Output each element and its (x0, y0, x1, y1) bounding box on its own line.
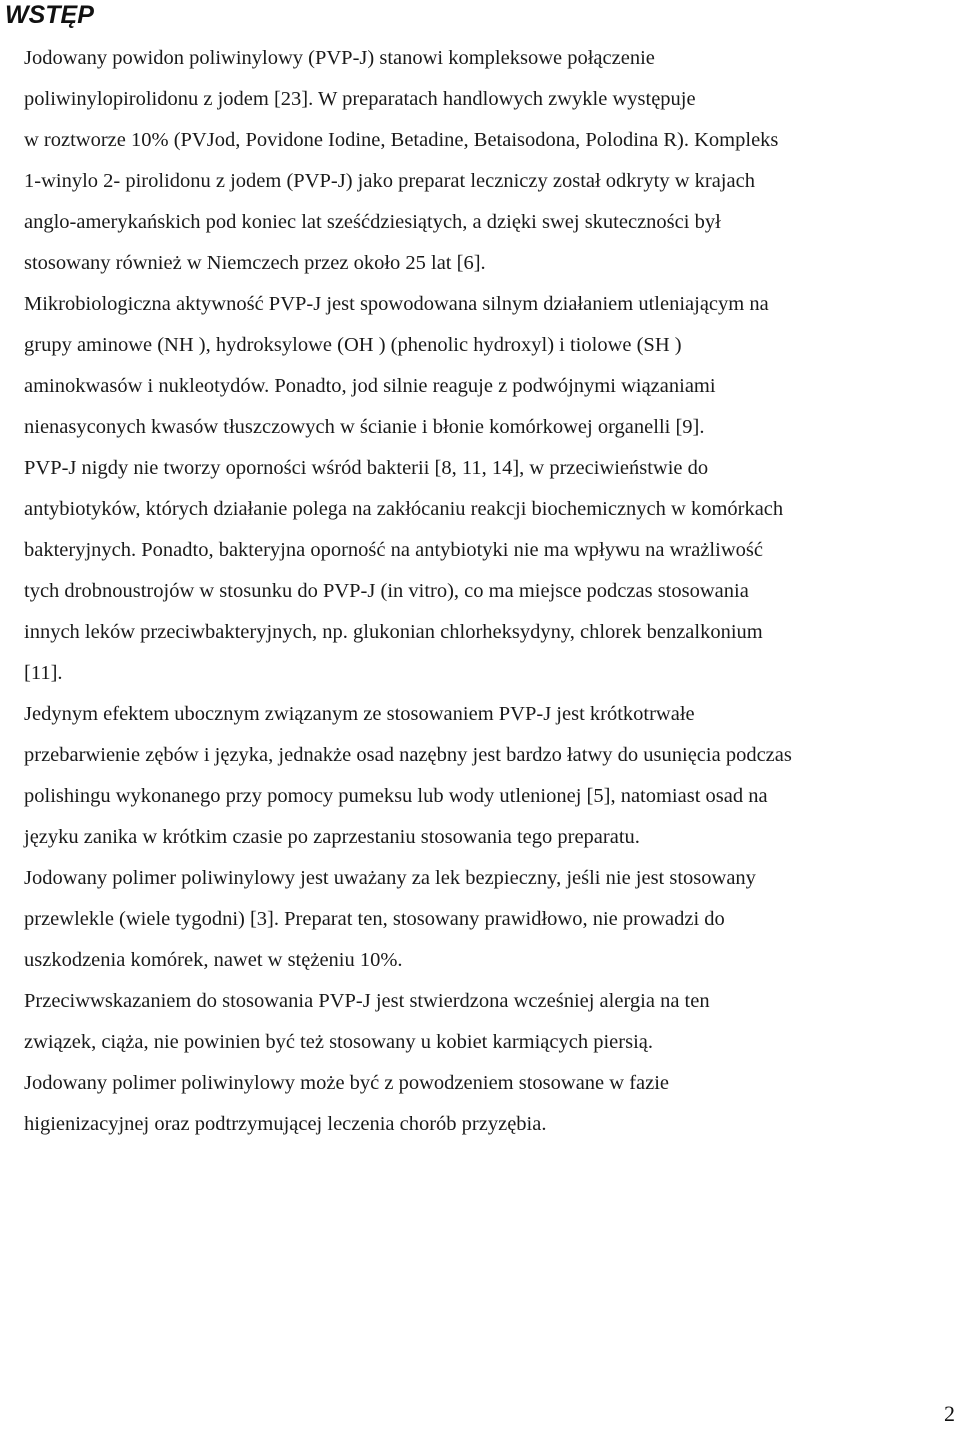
text-line: anglo-amerykańskich pod koniec lat sześćdziesiątych, a dzięki swej skuteczności był (24, 211, 721, 233)
text-line: tych drobnoustrojów w stosunku do PVP-J (in vitro), co ma miejsce podczas stosowania (24, 580, 749, 602)
document-body (6, 38, 906, 1145)
paragraph-periodontal-use (6, 1063, 906, 1145)
paragraph-microbiological-activity (6, 284, 906, 448)
text-line: Jodowany powidon poliwinylowy (PVP-J) stanowi kompleksowe połączenie (24, 47, 655, 69)
paragraph-side-effects (6, 694, 906, 858)
text-line: języku zanika w krótkim czasie po zaprzestaniu stosowania tego preparatu. (24, 826, 640, 848)
text-line: nienasyconych kwasów tłuszczowych w ścianie i błonie komórkowej organelli [9]. (24, 416, 705, 438)
text-line: przewlekle (wiele tygodni) [3]. Preparat ten, stosowany prawidłowo, nie prowadzi do (24, 908, 725, 930)
text-line: poliwinylopirolidonu z jodem [23]. W preparatach handlowych zwykle występuje (24, 88, 696, 110)
paragraph-safety (6, 858, 906, 981)
paragraph-introduction (6, 38, 906, 284)
text-line: Mikrobiologiczna aktywność PVP-J jest spowodowana silnym działaniem utleniającym na (24, 293, 769, 315)
text-line: higienizacyjnej oraz podtrzymującej leczenia chorób przyzębia. (24, 1113, 547, 1135)
text-line: 1-winylo 2- pirolidonu z jodem (PVP-J) jako preparat leczniczy został odkryty w krajach (24, 170, 755, 192)
text-line: Przeciwwskazaniem do stosowania PVP-J jest stwierdzona wcześniej alergia na ten (24, 990, 710, 1012)
text-line: antybiotyków, których działanie polega na zakłócaniu reakcji biochemicznych w komórkach (24, 498, 784, 520)
text-line: związek, ciąża, nie powinien być też stosowany u kobiet karmiących piersią. (24, 1031, 653, 1053)
paragraph-contraindications (6, 981, 906, 1063)
text-line: Jodowany polimer poliwinylowy jest uważany za lek bezpieczny, jeśli nie jest stosowany (24, 867, 756, 889)
text-line: grupy aminowe (NH ), hydroksylowe (OH ) (phenolic hydroxyl) i tiolowe (SH ) (24, 334, 682, 356)
text-line: polishingu wykonanego przy pomocy pumeksu lub wody utlenionej [5], natomiast osad na (24, 785, 768, 807)
text-line: przebarwienie zębów i języka, jednakże osad nazębny jest bardzo łatwy do usunięcia podczas (24, 744, 792, 766)
text-line: PVP-J nigdy nie tworzy oporności wśród bakterii [8, 11, 14], w przeciwieństwie do (24, 457, 709, 479)
text-line: stosowany również w Niemczech przez około 25 lat [6]. (24, 252, 486, 274)
text-line: Jedynym efektem ubocznym związanym ze stosowaniem PVP-J jest krótkotrwałe (24, 703, 695, 725)
paragraph-resistance (6, 448, 906, 694)
text-line: [11]. (24, 662, 63, 684)
text-line: uszkodzenia komórek, nawet w stężeniu 10%. (24, 949, 403, 971)
text-line: bakteryjnych. Ponadto, bakteryjna oporność na antybiotyki nie ma wpływu na wrażliwość (24, 539, 763, 561)
section-heading: WSTĘP (5, 1, 94, 29)
text-line: aminokwasów i nukleotydów. Ponadto, jod silnie reaguje z podwójnymi wiązaniami (24, 375, 716, 397)
text-line: innych leków przeciwbakteryjnych, np. glukonian chlorheksydyny, chlorek benzalkonium (24, 621, 763, 643)
text-line: w roztworze 10% (PVJod, Povidone Iodine, Betadine, Betaisodona, Polodina R). Kompleks (24, 129, 779, 151)
page-number: 2 (944, 1401, 955, 1426)
text-line: Jodowany polimer poliwinylowy może być z powodzeniem stosowane w fazie (24, 1072, 670, 1094)
